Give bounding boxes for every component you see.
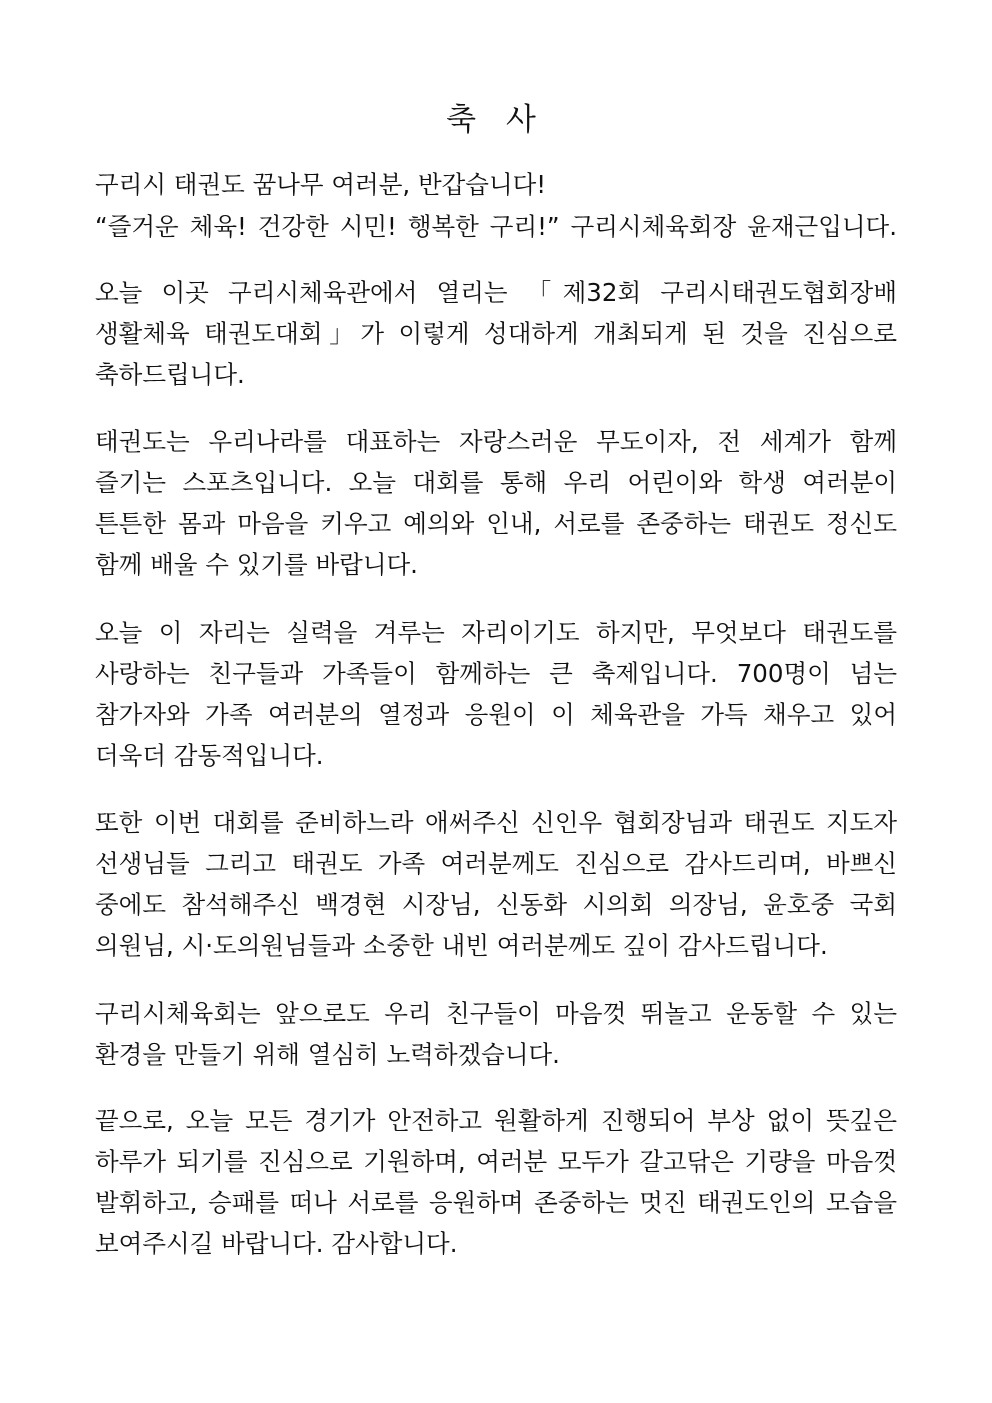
text-line: 구리시 태권도 꿈나무 여러분, 반갑습니다! xyxy=(95,170,547,199)
text-line: 사랑하는 친구들과 가족들이 함께하는 큰 축제입니다. 700명이 넘는 xyxy=(95,659,897,688)
text-line: 선생님들 그리고 태권도 가족 여러분께도 진심으로 감사드리며, 바쁘신 xyxy=(95,849,897,878)
text-line: 즐기는 스포츠입니다. 오늘 대회를 통해 우리 어린이와 학생 여러분이 xyxy=(95,468,897,497)
text-line: 환경을 만들기 위해 열심히 노력하겠습니다. xyxy=(95,1040,560,1069)
text-line: 발휘하고, 승패를 떠나 서로를 응원하며 존중하는 멋진 태권도인의 모습을 xyxy=(95,1188,897,1217)
text-line: 의원님, 시·도의원님들과 소중한 내빈 여러분께도 깊이 감사드립니다. xyxy=(95,931,828,960)
text-line: 오늘 이 자리는 실력을 겨루는 자리이기도 하지만, 무엇보다 태권도를 xyxy=(95,618,897,647)
text-line: 오늘 이곳 구리시체육관에서 열리는 「제32회 구리시태권도협회장배 xyxy=(95,278,897,307)
text-line: 생활체육 태권도대회」가 이렇게 성대하게 개최되게 된 것을 진심으로 xyxy=(95,319,897,348)
text-line: 끝으로, 오늘 모든 경기가 안전하고 원활하게 진행되어 부상 없이 뜻깊은 xyxy=(95,1106,897,1135)
text-line: 구리시체육회는 앞으로도 우리 친구들이 마음껏 뛰놀고 운동할 수 있는 xyxy=(95,999,897,1028)
text-line: 축하드립니다. xyxy=(95,360,245,389)
text-line: 태권도는 우리나라를 대표하는 자랑스러운 무도이자, 전 세계가 함께 xyxy=(95,427,897,456)
text-line: “즐거운 체육! 건강한 시민! 행복한 구리!” 구리시체육회장 윤재근입니다. xyxy=(95,212,897,241)
page-title: 축 사 xyxy=(446,102,546,138)
text-line: 참가자와 가족 여러분의 열정과 응원이 이 체육관을 가득 채우고 있어 xyxy=(95,700,897,729)
text-line: 또한 이번 대회를 준비하느라 애써주신 신인우 협회장님과 태권도 지도자 xyxy=(95,808,897,837)
text-line: 중에도 참석해주신 백경현 시장님, 신동화 시의회 의장님, 윤호중 국회 xyxy=(95,890,897,919)
text-line: 함께 배울 수 있기를 바랍니다. xyxy=(95,550,418,579)
text-line: 하루가 되기를 진심으로 기원하며, 여러분 모두가 갈고닦은 기량을 마음껏 xyxy=(95,1147,897,1176)
text-line: 보여주시길 바랍니다. 감사합니다. xyxy=(95,1229,458,1258)
text-line: 더욱더 감동적입니다. xyxy=(95,741,324,770)
text-line: 튼튼한 몸과 마음을 키우고 예의와 인내, 서로를 존중하는 태권도 정신도 xyxy=(95,509,897,538)
